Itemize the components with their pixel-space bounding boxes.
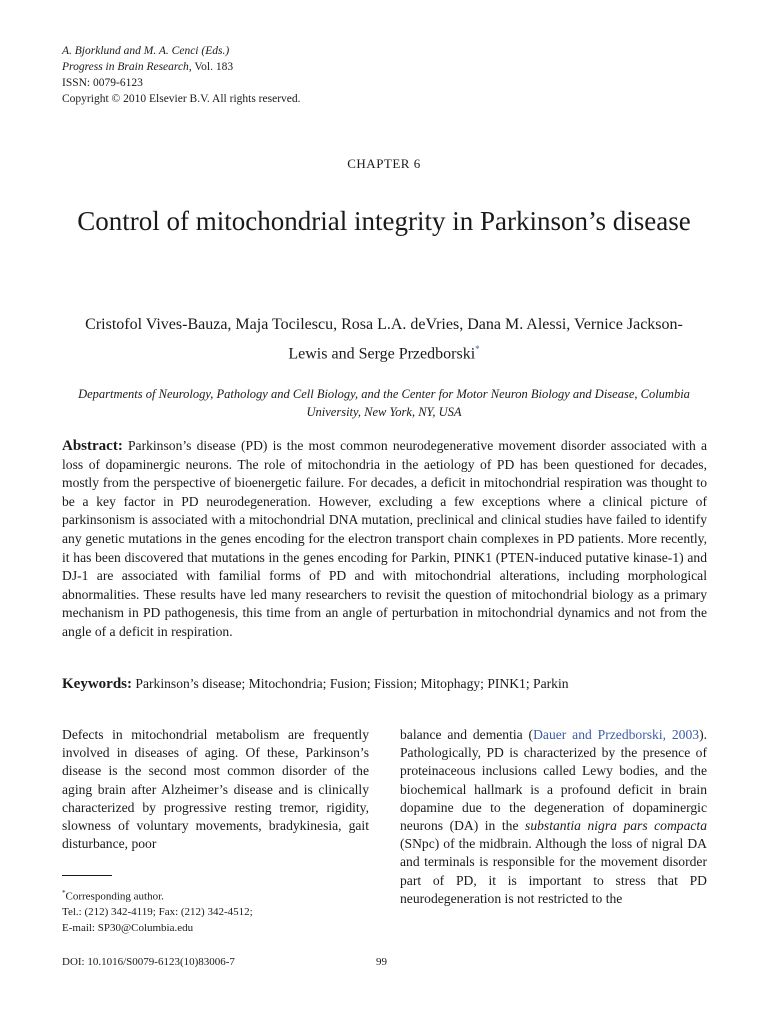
keywords bbox=[62, 675, 707, 693]
body-column-left bbox=[62, 726, 369, 853]
author-names: Cristofol Vives-Bauza, Maja Tocilescu, Rosa L.A. deVries, Dana M. Alessi, Vernice Jackson-Lewis and Serge Przedborski bbox=[85, 316, 683, 363]
chapter-label: CHAPTER 6 bbox=[347, 156, 421, 171]
page-number: 99 bbox=[376, 956, 387, 968]
footnote-phone: Tel.: (212) 342-4119; Fax: (212) 342-4512; bbox=[62, 906, 253, 919]
keywords-label: Keywords: bbox=[62, 676, 132, 692]
publication-meta bbox=[62, 43, 301, 107]
article-title: Control of mitochondrial integrity in Parkinson’s disease bbox=[77, 206, 691, 236]
abstract-text: Parkinson’s disease (PD) is the most common neurodegenerative movement disorder associated with a loss of dopaminergic neurons. The role of mitochondria in the aetiology of PD has been questioned for decades, mostly from the perspective of bioenergetic failure. For decades, a deficit in mitochondrial respiration was thought to be a key factor in PD neurodegeneration. However, excluding a few exceptions where a clinical picture of parkinsonism is associated with a mitochondrial DNA mutation, preclinical and clinical studies have failed to identify any genetic mutations in the genes encoding for the electron transport chain complexes in PD patients. More recently, it has been discovered that mutations in the genes encoding for Parkin, PINK1 (PTEN-induced putative kinase-1) and DJ-1 are associated with familial forms of PD and with mitochondrial alterations, including morphological abnormalities. These results have led many researchers to revisit the question of mitochondrial biology as a primary mechanism in PD pathogenesis, this time from an angle of perturbation in mitochondrial dynamics and not from the angle of a deficit in respiration. bbox=[62, 438, 707, 639]
citation-link[interactable]: Dauer and Przedborski, 2003 bbox=[533, 727, 700, 742]
footnote-email: E-mail: SP30@Columbia.edu bbox=[62, 921, 194, 934]
footnote bbox=[62, 886, 253, 936]
editors-line: A. Bjorklund and M. A. Cenci (Eds.) bbox=[62, 45, 230, 57]
body-text-segment: ). Pathologically, PD is characterized by the presence of proteinaceous inclusions called Lewy bodies, and the biochemical hallmark is a profound deficit in brain dopamine due to the degeneration of dopaminergic neurons (DA) in the bbox=[400, 727, 707, 834]
body-paragraph-right bbox=[400, 726, 707, 908]
author-list bbox=[70, 313, 698, 366]
abstract-label: Abstract: bbox=[62, 438, 123, 454]
body-italic-term: substantia nigra pars compacta bbox=[525, 818, 707, 834]
journal-name: Progress in Brain Research bbox=[62, 61, 189, 73]
body-column-right bbox=[400, 726, 707, 908]
corresponding-author-link[interactable]: * bbox=[475, 344, 480, 354]
footnote-label: Corresponding author. bbox=[65, 890, 164, 903]
abstract bbox=[62, 437, 707, 642]
footnote-divider bbox=[62, 875, 112, 876]
journal-line bbox=[62, 59, 301, 75]
journal-volume: , Vol. 183 bbox=[188, 61, 234, 73]
copyright-line: Copyright © 2010 Elsevier B.V. All rights reserved. bbox=[62, 93, 301, 105]
keywords-text: Parkinson’s disease; Mitochondria; Fusion; Fission; Mitophagy; PINK1; Parkin bbox=[135, 676, 569, 691]
body-text-segment: (SNpc) of the midbrain. Although the loss of nigral DA and terminals is responsible for the movement disorder part of PD, it is important to stress that PD neurodegeneration is not restricted to the bbox=[400, 836, 707, 906]
issn-line: ISSN: 0079-6123 bbox=[62, 77, 143, 89]
doi: DOI: 10.1016/S0079-6123(10)83006-7 bbox=[62, 956, 235, 968]
affiliation: Departments of Neurology, Pathology and Cell Biology, and the Center for Motor Neuron Biology and Disease, Columbia University, New York, NY, USA bbox=[78, 387, 690, 419]
body-text-segment: balance and dementia ( bbox=[400, 727, 534, 742]
body-paragraph-left: Defects in mitochondrial metabolism are frequently involved in diseases of aging. Of these, Parkinson’s disease is the second most common disorder of the aging brain after Alzheimer’s disease and is clinically characterized by progressive resting tremor, rigidity, slowness of voluntary movements, bradykinesia, gait disturbance, poor bbox=[62, 727, 369, 852]
footnote-marker: * bbox=[62, 889, 66, 897]
footnote-corresponding bbox=[62, 886, 253, 905]
